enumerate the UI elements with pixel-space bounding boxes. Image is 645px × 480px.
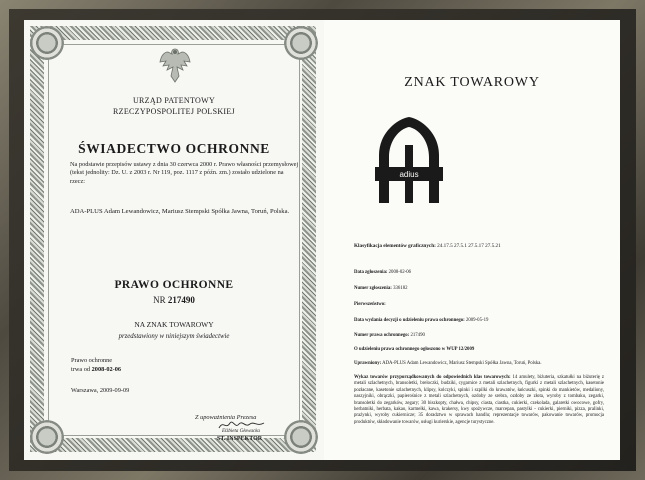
authorization-line: Z upoważnienia Prezesa — [195, 414, 257, 421]
application-number-label: Numer zgłoszenia: — [354, 286, 392, 291]
protection-line-1: Prawo ochronne — [71, 357, 113, 364]
right-number-line — [354, 333, 604, 340]
right-number-label: Numer prawa ochronnego: — [354, 333, 410, 338]
publication-label: O udzieleniu prawa ochronnego ogłoszono w — [354, 347, 446, 352]
trademark-heading: ZNAK TOWAROWY — [404, 75, 540, 90]
signer-name: Elżbieta Głowacka — [222, 429, 260, 434]
classification-label: Klasyfikacja elementów graficznych: — [354, 243, 436, 249]
signer-title: ST. INSPEKTOR — [217, 436, 263, 442]
classification-value: 24.17.5 27.5.1 27.5.17 27.5.21 — [437, 243, 501, 249]
corner-rosette-icon — [284, 420, 318, 454]
corner-rosette-icon — [284, 26, 318, 60]
corner-rosette-icon — [30, 420, 64, 454]
corner-rosette-icon — [30, 26, 64, 60]
classification-line — [354, 243, 604, 250]
application-number-line — [354, 286, 604, 293]
protection-line-2 — [71, 366, 121, 373]
filing-date-line — [354, 270, 604, 277]
holder-text: ADA-PLUS Adam Lewandowicz, Mariusz Stempski Spółka Jawna, Toruń, Polska. — [70, 208, 290, 215]
decision-date-value: 2009-05-19 — [465, 318, 489, 323]
filing-date-label: Data zgłoszenia: — [354, 270, 388, 275]
publication-value: WUP 12/2009 — [446, 347, 475, 352]
protection-start-date: 2008-02-06 — [91, 366, 122, 373]
entitled-line — [354, 361, 604, 368]
nr-value: 217490 — [167, 295, 195, 305]
filing-date-value: 2008-02-06 — [388, 270, 412, 275]
publication-line — [354, 347, 604, 354]
goods-value: 14 amulety, biżuteria, szkatułki na biżuterię z metali szlachetnych, bransoletki, breloczki, budziki, cygarnice z metali szlachetnych, figurki z metali szlachetnych, kasetonie pozłacane, kasetonie szlachetnych, klipsy, kolczyki, spinki i szpilki do krawatów, łańcuszki, spinki do mankietów, medaliony, naszyjniki, obrączki, papierośnice z metali szlachetnych, ozdoby ze srebra, ozdoby ze złota, wyroby z tombaku, zegarki, bransoletki do zegarków, zegary; 30 biszkopty, chałwa, chipsy, ciasta, ciastka, cukierki, czekolada, galaretki owocowe, gofry, herbatniki, herbata, kakao, karmelki, kawa, krakersy, kwy spożywcze, marcepan, pastylki - cukierki, pierniki, pizza, pralinki, prażynki, wyroby cukiernicze; 35 doradztwo w sprawach handlu; reprezentacje towarów, pakowanie towarów, promocja produktów, składowanie towarów, usługi kurierskie, agencje turystyczne. — [354, 375, 604, 425]
certificate-title: ŚWIADECTWO OCHRONNE — [78, 141, 270, 156]
entitled-value: ADA-PLUS Adam Lewandowicz, Mariusz Stempski Spółka Jawna, Toruń, Polska. — [382, 361, 542, 366]
logo-text: adius — [399, 170, 419, 179]
right-number-value: 217490 — [410, 333, 425, 338]
place-and-date: Warszawa, 2009-09-09 — [71, 387, 130, 394]
entitled-label: Uprawniony: — [354, 361, 382, 366]
decision-date-line — [354, 318, 604, 325]
application-number-value: 336182 — [393, 286, 408, 291]
nr-label: NR — [153, 295, 166, 305]
adius-trademark-logo — [375, 115, 443, 205]
protection-prefix: trwa od — [71, 366, 91, 373]
office-line-2: RZECZYPOSPOLITEJ POLSKIEJ — [113, 107, 235, 116]
office-line-1: URZĄD PATENTOWY — [132, 96, 216, 105]
priority-line — [354, 302, 604, 309]
decision-date-label: Data wydania decyzji o udzieleniu prawa ochronnego: — [354, 318, 465, 323]
protection-right-title: PRAWO OCHRONNE — [114, 279, 234, 291]
right-number — [24, 295, 324, 305]
legal-basis-text: Na podstawie przepisów ustawy z dnia 30 czerwca 2000 r. Prawo własności przemysłowej (tekst jednolity: Dz. U. z 2003 r. Nr 119, poz. 1117 z późn. zm.) zostało udzielone na rzecz: — [70, 161, 299, 185]
polish-eagle-emblem-icon — [158, 46, 192, 86]
priority-label: Pierwszeństwo: — [354, 302, 386, 307]
certificate-page — [24, 20, 324, 460]
goods-list — [354, 375, 604, 426]
presented-text: przedstawiony w niniejszym świadectwie — [118, 333, 230, 340]
goods-label: Wykaz towarów przyporządkowanych do odpowiednich klas towarowych: — [354, 375, 511, 380]
trademark-page — [324, 20, 620, 460]
on-trademark-text: NA ZNAK TOWAROWY — [134, 320, 214, 329]
